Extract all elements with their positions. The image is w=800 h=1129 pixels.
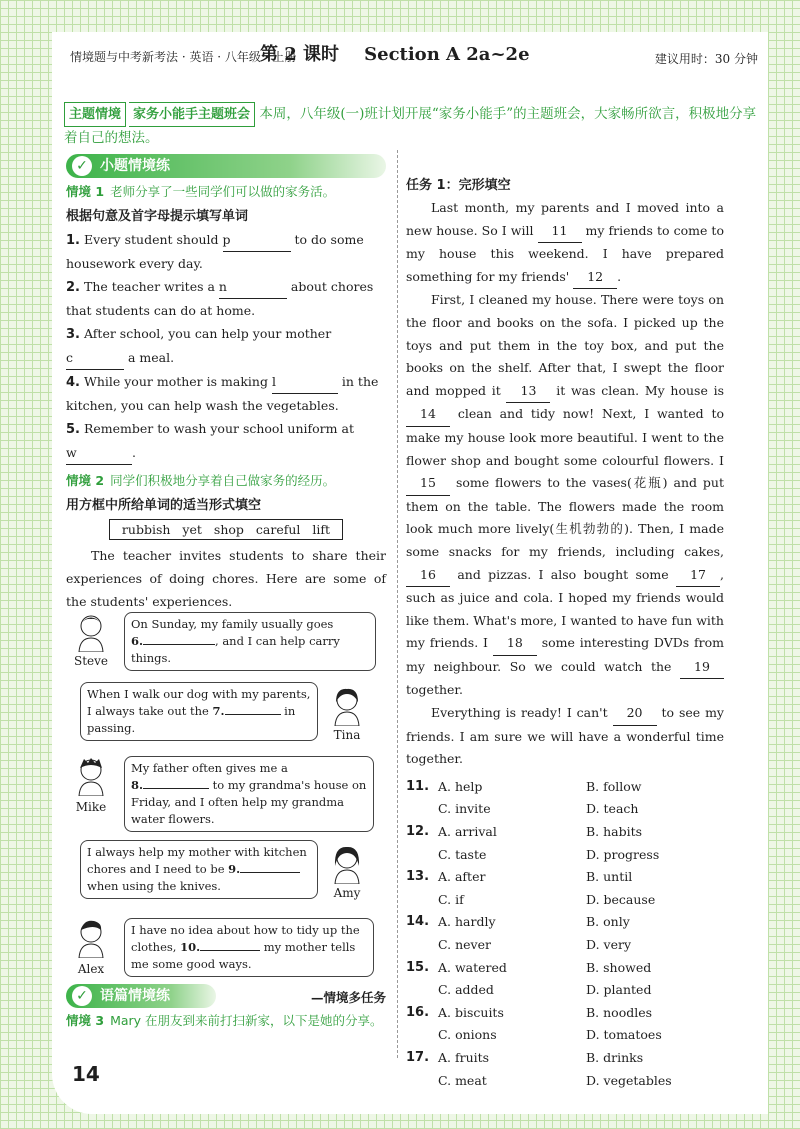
blank-20[interactable]: 20 <box>613 702 657 726</box>
question-2-pre: The teacher writes a <box>83 279 219 294</box>
p2-t6: some flowers to the vases(花瓶) and put them on the table. The flowers made the room look much more lively(生机勃勃的). Then, I made some snacks for my friends, including cakes, <box>406 475 724 559</box>
series-title: 情境题与中考新考法 · 英语 · 八年级 · 上册 <box>70 50 297 64</box>
option-b[interactable]: B. noodles <box>586 1004 653 1020</box>
mike-text-b: to my grandma's house on Friday, and I often help my grandma water flowers. <box>131 778 367 826</box>
option-b[interactable]: B. showed <box>586 959 652 975</box>
tina-bubble <box>80 682 318 741</box>
option-number: 14. <box>406 914 430 930</box>
passage-paragraph-2 <box>406 289 724 702</box>
blank-19[interactable]: 19 <box>680 656 724 680</box>
word-rubbish: rubbish <box>121 522 171 537</box>
lead-paragraph: The teacher invites students to share their experiences of doing chores. Here are some of the students' experiences. <box>66 548 386 609</box>
blank-17[interactable]: 17 <box>676 564 720 588</box>
option-a[interactable]: A. watered <box>438 959 507 975</box>
instruction-2: 用方框中所给单词的适当形式填空 <box>66 498 262 513</box>
situation-3-text: Mary 在朋友到来前打扫新家，以下是她的分享。 <box>110 1013 383 1028</box>
option-d[interactable]: D. because <box>586 891 656 907</box>
option-d[interactable]: D. vegetables <box>586 1072 672 1088</box>
page-number: 14 <box>72 1062 100 1086</box>
question-1-post: to do some housework every day. <box>66 232 364 271</box>
amy-text-b: when using the knives. <box>87 879 221 893</box>
tina-avatar-icon <box>330 686 364 726</box>
option-b[interactable]: B. drinks <box>586 1049 644 1065</box>
option-row <box>406 1048 724 1071</box>
p2-t8: and pizzas. I also bought some <box>457 566 669 582</box>
word-yet: yet <box>182 522 202 537</box>
option-row <box>406 822 724 845</box>
option-c[interactable]: C. onions <box>438 1027 497 1043</box>
p2-t10: , such as juice and cola. I hoped my friends would like them. What's more, I wanted to have fun with my friends. I <box>406 566 725 651</box>
option-a[interactable]: A. hardly <box>438 914 496 930</box>
option-number: 12. <box>406 824 430 840</box>
blank-1-letter: p <box>222 232 231 247</box>
blank-4-letter: l <box>271 374 276 389</box>
blank-5-letter: w <box>66 445 77 460</box>
amy-bubble <box>80 840 318 899</box>
options-list <box>406 777 724 1093</box>
situation-3 <box>66 1012 386 1030</box>
question-4-post: in the kitchen, you can help wash the vegetables. <box>66 374 379 413</box>
tina-blank-num: 7. <box>212 704 225 718</box>
theme-name: 家务小能手主题班会 <box>129 102 255 127</box>
question-5-pre: Remember to wash your school uniform at <box>83 421 354 436</box>
blank-7[interactable] <box>225 714 281 715</box>
mike-bubble <box>124 756 374 832</box>
blank-2-letter: n <box>218 279 227 294</box>
p3-t2: to see my friends. I am sure we will have a wonderful time together. <box>406 705 724 767</box>
option-d[interactable]: D. planted <box>586 982 652 998</box>
question-2 <box>66 275 386 322</box>
p2-t2: it was clean. My house is <box>556 382 724 398</box>
question-2-post: about chores that students can do at home. <box>66 279 374 318</box>
section-banner-1 <box>66 154 386 178</box>
word-box-wrap <box>66 519 386 538</box>
question-3-number: 3. <box>66 327 80 342</box>
option-c[interactable]: C. meat <box>438 1072 487 1088</box>
situation-3-label: 情境 3 <box>66 1013 105 1028</box>
option-row <box>406 845 724 868</box>
intro-text: 本周，八年级(一)班计划开展“家务小能手”的主题班会，大家畅所欲言，积极地分享着自己的想法。 <box>64 106 757 146</box>
question-3-post: a meal. <box>124 350 175 365</box>
banner-passage: 语篇情境练 <box>66 984 216 1008</box>
blank-3-letter: c <box>66 350 74 365</box>
word-shop: shop <box>213 522 244 537</box>
p1-t4: . <box>617 268 622 284</box>
question-3 <box>66 322 386 370</box>
situation-1-text: 老师分享了一些同学们可以做的家务活。 <box>110 184 336 199</box>
alex-bubble <box>124 918 374 977</box>
question-4-number: 4. <box>66 375 80 390</box>
option-row <box>406 1071 724 1094</box>
option-b[interactable]: B. until <box>586 869 633 885</box>
option-a[interactable]: A. biscuits <box>438 1004 504 1020</box>
option-c[interactable]: C. invite <box>438 801 491 817</box>
passage-paragraph-1 <box>406 197 724 289</box>
p2-t0: First, I cleaned my house. There were toys on the floor and books on the sofa. I picked up the toys and put them in the toy box, and put the books on the shelf. After that, I swept the floor and mopped it <box>406 292 724 398</box>
instruction-1: 根据句意及首字母提示填写单词 <box>66 209 249 224</box>
question-4 <box>66 370 386 417</box>
option-b[interactable]: B. habits <box>586 824 643 840</box>
alex-avatar-icon <box>74 918 108 958</box>
check-icon: ✓ <box>72 156 92 176</box>
check-icon-2: ✓ <box>72 986 92 1006</box>
blank-9[interactable] <box>240 872 300 873</box>
situation-2-text: 同学们积极地分享着自己做家务的经历。 <box>110 473 336 488</box>
left-column <box>66 154 386 613</box>
amy-text-a: I always help my mother with kitchen chores and I need to be <box>87 845 307 876</box>
workbook-page <box>52 32 768 1114</box>
option-row <box>406 935 724 958</box>
intro-paragraph <box>64 102 764 150</box>
option-number: 16. <box>406 1004 430 1020</box>
blank-1[interactable] <box>223 228 291 252</box>
blank-5[interactable] <box>66 441 132 465</box>
option-number: 11. <box>406 778 430 794</box>
p1-t0: Last month, my parents and I moved into a new house. So I will <box>406 200 724 238</box>
mike-blank-num: 8. <box>131 778 144 792</box>
option-number: 17. <box>406 1049 430 1065</box>
option-c[interactable]: C. if <box>438 891 464 907</box>
option-b[interactable]: B. only <box>586 914 630 930</box>
blank-16[interactable]: 16 <box>406 564 450 588</box>
cloze-passage <box>406 197 724 771</box>
alex-text-a: I have no idea about how to tidy up the clothes, <box>131 923 360 954</box>
question-5-number: 5. <box>66 422 80 437</box>
blank-11[interactable]: 11 <box>538 220 582 244</box>
steve-text-a: On Sunday, my family usually goes <box>131 617 334 631</box>
option-c[interactable]: C. taste <box>438 846 487 862</box>
blank-18[interactable]: 18 <box>493 632 537 656</box>
mike-text-a: My father often gives me a <box>131 761 288 775</box>
alex-name: Alex <box>77 962 105 976</box>
steve-text-b: , and I can help carry things. <box>131 634 340 665</box>
amy-name: Amy <box>333 886 361 900</box>
steve-avatar-icon <box>74 612 108 652</box>
question-1 <box>66 228 386 275</box>
time-hint: 建议用时：30 分钟 <box>654 52 758 66</box>
question-2-number: 2. <box>66 280 80 295</box>
option-a[interactable]: A. help <box>438 778 483 794</box>
blank-12[interactable]: 12 <box>573 266 617 290</box>
blank-15[interactable]: 15 <box>406 472 450 496</box>
p2-t12: some interesting DVDs from my neighbour. So we could watch the <box>406 635 725 674</box>
option-c[interactable]: C. never <box>438 937 491 952</box>
mike-avatar-icon <box>74 756 108 796</box>
tina-text-b: in passing. <box>87 704 296 735</box>
word-box <box>109 519 343 540</box>
question-1-pre: Every student should <box>83 232 223 247</box>
option-row <box>406 912 724 935</box>
option-a[interactable]: A. fruits <box>438 1049 490 1065</box>
section-banner-2 <box>66 984 386 1030</box>
word-careful: careful <box>255 522 301 537</box>
theme-tag: 主题情境 <box>64 102 126 127</box>
steve-name: Steve <box>73 654 109 668</box>
option-a[interactable]: A. after <box>438 869 486 885</box>
option-row <box>406 890 724 913</box>
option-row <box>406 980 724 1003</box>
option-a[interactable]: A. arrival <box>438 824 497 840</box>
situation-2-label: 情境 2 <box>66 473 105 488</box>
question-1-number: 1. <box>66 233 80 248</box>
option-row <box>406 777 724 800</box>
blank-10[interactable] <box>200 950 260 951</box>
option-row <box>406 867 724 890</box>
situation-1 <box>66 182 386 200</box>
question-5-post: . <box>132 445 136 460</box>
option-row <box>406 1025 724 1048</box>
mike-name: Mike <box>75 800 107 814</box>
question-3-pre: After school, you can help your mother <box>83 326 332 341</box>
word-lift: lift <box>312 522 331 537</box>
blank-14[interactable]: 14 <box>406 403 450 427</box>
situation-2 <box>66 471 386 489</box>
multi-task-note: —情境多任务 <box>310 990 386 1005</box>
right-column <box>406 174 724 1093</box>
question-5 <box>66 417 386 465</box>
blank-13[interactable]: 13 <box>506 380 550 404</box>
lesson-title: 第 2 课时 Section A 2a~2e <box>260 44 530 65</box>
p2-t14: together. <box>406 682 463 698</box>
amy-avatar-icon <box>330 844 364 884</box>
tina-text-a: When I walk our dog with my parents, I always take out the <box>87 687 311 718</box>
column-divider <box>397 150 398 1058</box>
steve-bubble <box>124 612 376 671</box>
banner-2-wrap <box>66 984 216 1008</box>
option-row <box>406 799 724 822</box>
blank-3[interactable] <box>66 346 124 370</box>
amy-blank-num: 9. <box>228 862 241 876</box>
alex-blank-num: 10. <box>180 940 201 954</box>
tina-name: Tina <box>333 728 361 742</box>
option-b[interactable]: B. follow <box>586 778 642 794</box>
banner-small-questions: 小题情境练 <box>66 154 386 178</box>
task-1-title: 任务 1：完形填空 <box>406 178 511 193</box>
passage-paragraph-3 <box>406 702 724 771</box>
option-row <box>406 1003 724 1026</box>
blank-8[interactable] <box>143 788 209 789</box>
option-row <box>406 958 724 981</box>
option-c[interactable]: C. added <box>438 982 494 998</box>
option-number: 15. <box>406 959 430 975</box>
blank-2[interactable] <box>219 275 287 299</box>
option-d[interactable]: D. teach <box>586 801 639 817</box>
p3-t0: Everything is ready! I can't <box>431 705 608 721</box>
alex-text-b: my mother tells me some good ways. <box>131 940 356 971</box>
situation-1-label: 情境 1 <box>66 184 105 199</box>
option-d[interactable]: D. progress <box>586 846 660 862</box>
option-number: 13. <box>406 869 430 885</box>
question-4-pre: While your mother is making <box>83 374 272 389</box>
option-d[interactable]: D. very <box>586 937 632 952</box>
p1-t2: my friends to come to my house this weekend. I have prepared something for my friends' <box>406 222 724 284</box>
p2-t4: clean and tidy now! Next, I wanted to make my house look more beautiful. I went to the flower shop and bought some colourful flowers. I <box>406 406 724 468</box>
steve-blank-num: 6. <box>131 634 144 648</box>
option-d[interactable]: D. tomatoes <box>586 1027 662 1043</box>
blank-4[interactable] <box>272 370 338 394</box>
blank-6[interactable] <box>143 644 215 645</box>
